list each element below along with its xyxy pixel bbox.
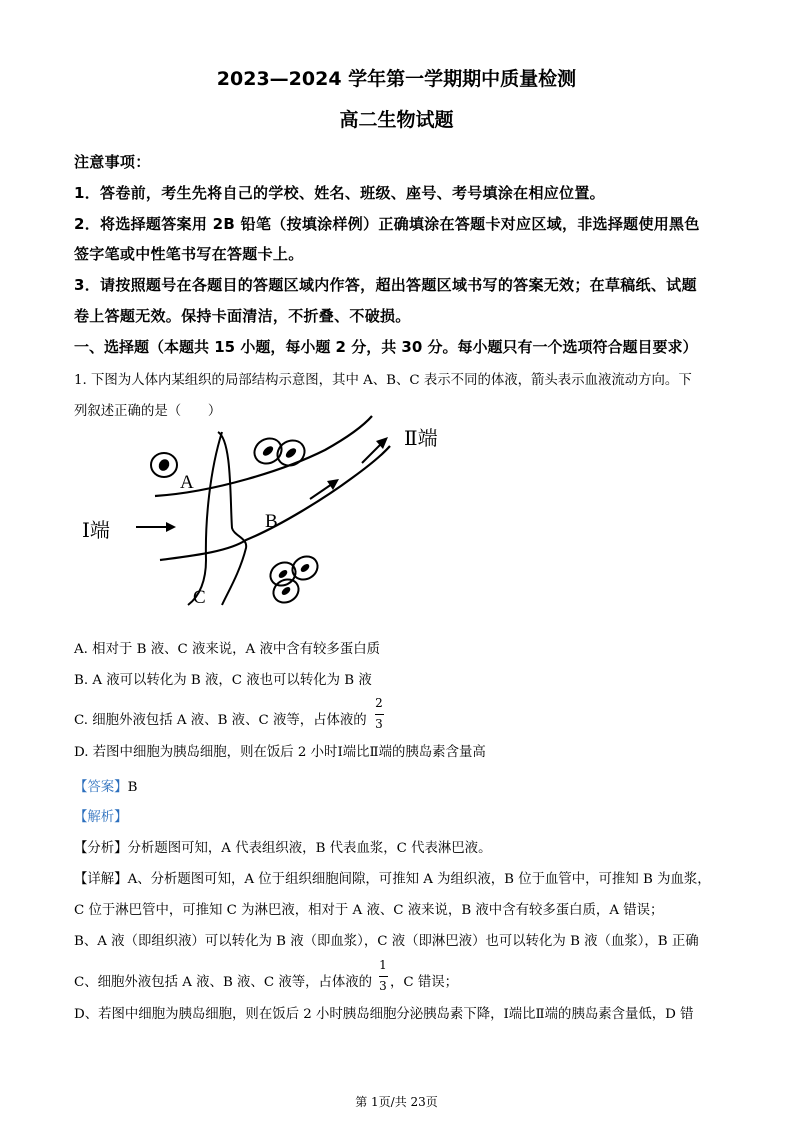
detail-line: D、若图中细胞为胰岛细胞，则在饭后 2 小时胰岛细胞分泌胰岛素下降，Ⅰ端比Ⅱ端的胰岛素含量低，D 错 [74,1007,694,1022]
analysis-text: 分析题图可知，A 代表组织液，B 代表血浆，C 代表淋巴液。 [127,841,492,856]
answer-line [74,776,137,795]
option-b: B. A 液可以转化为 B 液，C 液也可以转化为 B 液 [74,673,372,688]
analysis-label: 【分析】 [74,841,128,856]
detail-line: C 位于淋巴管中，可推知 C 为淋巴液，相对于 A 液、C 液来说，B 液中含有较多蛋白质，A 错误； [74,903,664,918]
label-end-2: Ⅱ端 [404,426,438,450]
detail-line: B、A 液（即组织液）可以转化为 B 液（即血浆），C 液（即淋巴液）也可以转化为 B 液（血浆），B 正确 [74,934,699,949]
detail-label: 【详解】 [74,872,128,887]
notice-item: 1．答卷前，考生先将自己的学校、姓名、班级、座号、考号填涂在相应位置。 [74,184,605,202]
notice-item: 卷上答题无效。保持卡面清洁，不折叠、不破损。 [74,307,411,325]
fraction-bar [375,714,384,715]
analysis-line [74,837,491,856]
detail-line: C、细胞外液包括 A 液、B 液、C 液等，占体液的 [74,975,373,990]
detail-text: A、分析题图可知，A 位于组织细胞间隙，可推知 A 为组织液，B 位于血管中，可推知 B 为血浆， [127,872,711,887]
tissue-cell-icon [151,453,177,477]
page-number: 第 1页/共 23页 [355,1095,438,1109]
label-a: A [180,472,194,493]
notice-item: 签字笔或中性笔书写在答题卡上。 [74,245,304,263]
analysis-tag: 【解析】 [74,810,128,825]
option-d: D. 若图中细胞为胰岛细胞，则在饭后 2 小时Ⅰ端比Ⅱ端的胰岛素含量高 [74,745,486,760]
detail-line [74,868,711,887]
answer-tag: 【答案】 [74,780,128,795]
option-c: C. 细胞外液包括 A 液、B 液、C 液等，占体液的 [74,713,367,728]
question-stem: 列叙述正确的是（ ） [74,404,222,419]
notice-item: 3．请按照题号在各题目的答题区域内作答，超出答题区域书写的答案无效；在草稿纸、试题 [74,276,697,294]
lymph-vessel-left [188,432,222,605]
vessel-lower-wall [160,446,390,560]
fraction-denominator: 3 [375,717,383,731]
label-b: B [265,511,278,532]
section-heading: 一、选择题（本题共 15 小题，每小题 2 分，共 30 分。每小题只有一个选项符合题目要求） [74,338,698,356]
fraction-bar [379,976,388,977]
flow-arrow-icon [136,522,176,532]
notice-item: 2．将选择题答案用 2B 铅笔（按填涂样例）正确填涂在答题卡对应区域，非选择题使用黑色 [74,215,700,233]
fraction-numerator: 2 [375,696,383,710]
label-end-1: Ⅰ端 [82,518,110,542]
fraction-denominator: 3 [379,979,387,993]
notice-heading: 注意事项： [74,153,151,171]
tissue-cell-icon [269,575,303,607]
detail-line: ，C 错误； [390,975,459,990]
lymph-vessel-right [218,432,246,605]
question-stem: 1. 下图为人体内某组织的局部结构示意图，其中 A、B、C 表示不同的体液，箭头表示血液流动方向。下 [74,373,692,388]
label-c: C [193,587,206,608]
fraction-numerator: 1 [379,958,387,972]
option-a: A. 相对于 B 液、C 液来说，A 液中含有较多蛋白质 [74,642,380,657]
page-subtitle: 高二生物试题 [339,109,454,131]
page-title: 2023—2024 学年第一学期期中质量检测 [216,68,577,90]
answer-value: B [127,780,138,795]
